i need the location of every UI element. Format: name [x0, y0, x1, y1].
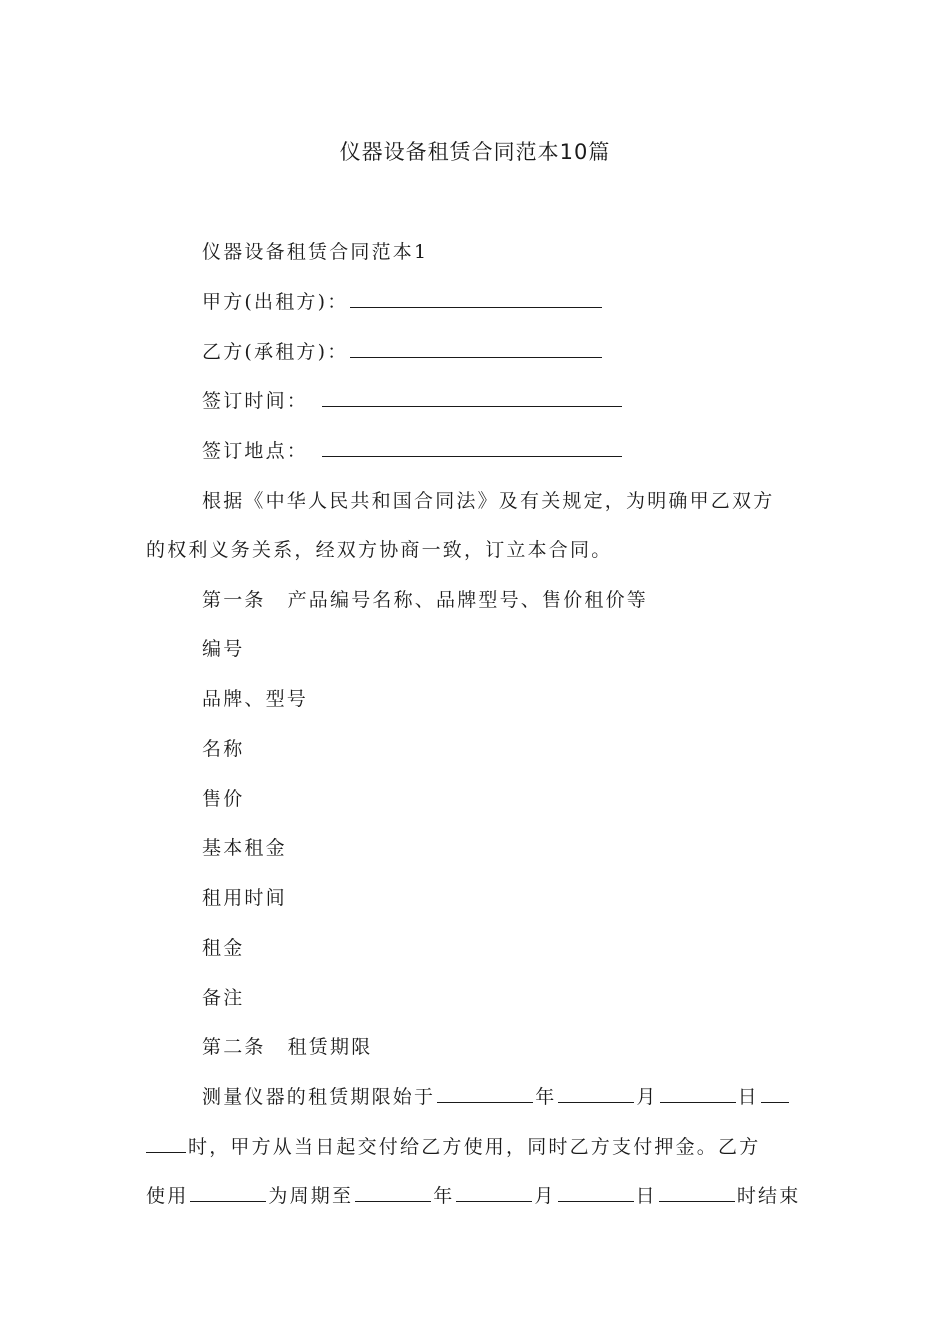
- item-remarks: 备注: [202, 987, 245, 1009]
- item-base-rent: 基本租金: [202, 837, 287, 859]
- end-text: 时结束: [736, 1185, 801, 1207]
- term-paragraph-line-2: [146, 1133, 760, 1161]
- end-hour-blank[interactable]: [659, 1183, 735, 1202]
- day-label: 日: [737, 1086, 759, 1108]
- start-hour-blank-b[interactable]: [146, 1134, 186, 1153]
- delivery-text: 时，甲方从当日起交付给乙方使用，同时乙方支付押金。乙方: [188, 1136, 761, 1158]
- start-year-blank[interactable]: [437, 1084, 533, 1103]
- end-year-blank[interactable]: [355, 1183, 431, 1202]
- sign-time-blank[interactable]: [322, 388, 622, 407]
- sign-place-line: [202, 437, 624, 465]
- month-label: 月: [636, 1086, 658, 1108]
- article-1-title: 产品编号名称、品牌型号、售价租价等: [287, 589, 649, 611]
- document-title: 仪器设备租赁合同范本10篇: [339, 140, 611, 164]
- term-start-text: 测量仪器的租赁期限始于: [202, 1086, 436, 1108]
- start-hour-blank-a[interactable]: [761, 1084, 789, 1103]
- item-rent: 租金: [202, 937, 245, 959]
- end-year-label: 年: [433, 1185, 455, 1207]
- period-text: 为周期至: [268, 1185, 354, 1207]
- sign-place-label: 签订地点：: [202, 440, 309, 462]
- term-paragraph-line-1: [202, 1083, 791, 1111]
- use-text: 使用: [146, 1185, 189, 1207]
- sign-time-line: [202, 387, 624, 415]
- term-paragraph-line-3: [146, 1182, 800, 1210]
- end-month-blank[interactable]: [456, 1183, 532, 1202]
- item-price: 售价: [202, 788, 245, 810]
- article-2-title: 租赁期限: [287, 1036, 373, 1058]
- article-2-heading: [202, 1033, 372, 1061]
- article-1-number: 第一条: [202, 589, 266, 611]
- party-b-line: [202, 338, 604, 366]
- party-a-blank[interactable]: [350, 289, 602, 308]
- start-day-blank[interactable]: [660, 1084, 736, 1103]
- end-day-label: 日: [635, 1185, 657, 1207]
- sign-time-label: 签订时间：: [202, 390, 309, 412]
- party-a-label: 甲方(出租方)：: [202, 291, 349, 313]
- item-name: 名称: [202, 738, 245, 760]
- end-month-label: 月: [534, 1185, 556, 1207]
- end-day-blank[interactable]: [558, 1183, 634, 1202]
- start-month-blank[interactable]: [558, 1084, 634, 1103]
- item-rental-time: 租用时间: [202, 887, 287, 909]
- party-a-line: [202, 288, 604, 316]
- sign-place-blank[interactable]: [322, 438, 622, 457]
- year-label: 年: [535, 1086, 557, 1108]
- period-blank[interactable]: [190, 1183, 266, 1202]
- intro-paragraph-line-1: 根据《中华人民共和国合同法》及有关规定，为明确甲乙双方: [202, 490, 775, 512]
- party-b-label: 乙方(承租方)：: [202, 341, 349, 363]
- contract-subtitle: 仪器设备租赁合同范本1: [202, 241, 429, 263]
- article-1-heading: [202, 586, 648, 614]
- item-number: 编号: [202, 638, 245, 660]
- article-2-number: 第二条: [202, 1036, 266, 1058]
- intro-paragraph-line-2: 的权利义务关系，经双方协商一致，订立本合同。: [146, 539, 613, 561]
- party-b-blank[interactable]: [350, 339, 602, 358]
- item-brand-model: 品牌、型号: [202, 688, 309, 710]
